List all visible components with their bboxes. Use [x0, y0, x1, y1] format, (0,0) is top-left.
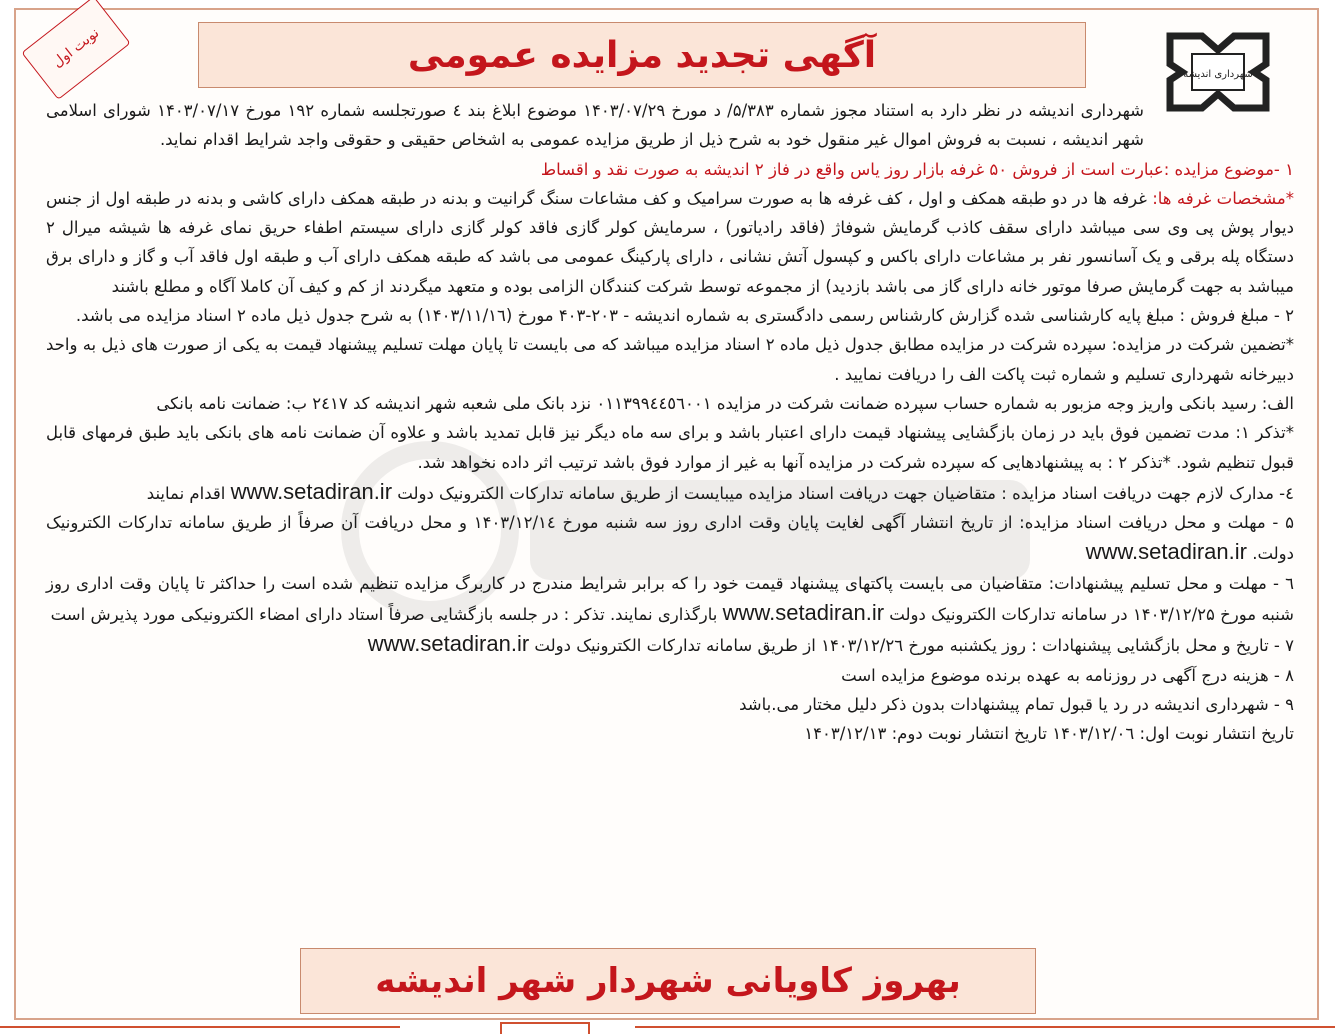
item-5-text: ۵ - مهلت و محل دریافت اسناد مزایده: از تاریخ انتشار آگهی لغایت پایان وقت اداری روز سه شنبه مورخ ۱۴۰۳/۱۲/۱٤ و محل دریافت آن صرفاً از طریق سامانه تدارکات الکترونیک دولت.: [46, 513, 1295, 564]
setadiran-link-6[interactable]: www.setadiran.ir: [722, 600, 885, 626]
item-2: ۲ - مبلغ فروش : مبلغ پایه کارشناسی شده گزارش کارشناس رسمی دادگستری به شماره اندیشه - ۲۰۳-۴۰۳ مورخ (۱۴۰۳/۱۱/۱٦) به شرح جدول ذیل ماده ۲ اسناد مزایده می باشد.: [75, 306, 1294, 326]
stamp-text: نوبت اول: [49, 25, 103, 71]
logo-text: شهرداری اندیشه: [1183, 69, 1253, 80]
bank-deposit-paragraph: الف: رسید بانکی واریز وجه مزبور به شماره حساب سپرده ضمانت شرکت در مزایده ۰۱۱۳۹۹٤٤٥٦۰۰۱ نزد بانک ملی شعبه شهر اندیشه کد ۲٤۱۷ ب: ضمانت نامه بانکی: [156, 393, 1294, 413]
item-6-text-a: ٦ - مهلت و محل تسلیم پیشنهادات: متقاضیان می بایست پاکتهای پیشنهاد قیمت خود را که برابر شرایط مندرج در کاربرگ مزایده تنظیم شده است را حداکثر تا پایان وقت اداری روز شنبه مورخ ۱۴۰۳/۱۲/۲۵ در سامانه تدارکات الکترونیک دولت: [46, 573, 1294, 625]
setadiran-link-5[interactable]: www.setadiran.ir: [1085, 539, 1247, 565]
specs-paragraph: [46, 184, 1294, 301]
intro-paragraph: شهرداری اندیشه در نظر دارد به استناد مجوز شماره ۵/۳۸۳/ د مورخ ۱۴۰۳/۰۷/۲۹ موضوع ابلاغ بند ٤ صورتجلسه شماره ۱۹۲ مورخ ۱۴۰۳/۰۷/۱۷ شورای اسلامی شهر اندیشه ، نسبت به فروش اموال غیر منقول خود به شرح ذیل از طریق مزایده عمومی به اشخاص حقیقی و حقوقی واجد شرایط اقدام نماید.: [46, 101, 1145, 150]
ad-body: [46, 96, 1294, 749]
item-7-text: ۷ - تاریخ و محل بازگشایی پیشنهادات : روز یکشنبه مورخ ۱۴۰۳/۱۲/۲٦ از طریق سامانه تدارکات الکترونیک دولت: [534, 636, 1294, 656]
mayor-signature: بهروز کاویانی شهردار شهر اندیشه: [375, 961, 961, 1001]
bottom-rule-stub: [500, 1022, 590, 1034]
item-8: ۸ - هزینه درج آگهی در روزنامه به عهده برنده موضوع مزایده است: [841, 665, 1294, 685]
guarantee-paragraph: *تضمین شرکت در مزایده: سپرده شرکت در مزایده مطابق جدول ذیل ماده ۲ اسناد مزایده میباشد که می بایست تا پایان مهلت تسلیم پیشنهاد قیمت به یکی از صورت های ذیل به واحد دبیرخانه شهرداری تسلیم و شماره ثبت پاکت الف را دریافت نمایید .: [46, 335, 1294, 384]
publication-dates: تاریخ انتشار نوبت اول: ۱۴۰۳/۱۲/۰٦ تاریخ انتشار نوبت دوم: ۱۴۰۳/۱۲/۱۳: [804, 724, 1294, 744]
item-6: [46, 569, 1294, 630]
specs-text: غرفه ها در دو طبقه همکف و اول ، کف غرفه ها به صورت سرامیک و کف مشاعات سنگ گرانیت و بدنه در طبقه همکف دارای کاشی و بدنه در طبقه اول از جنس دیوار پوش پی وی سی میباشد دارای سقف کاذب گرمایش شوفاژ (فاقد رادیاتور) ، سرمایش کولر گازی فاقد کولر گازی دارای سیستم اطفاء حریق نمای غرفه ها شیشه میرال ۲ دستگاه پله برقی و یک آسانسور نفر بر مشاعات دارای باکس و کپسول آتش نشانی ، دارای پارکینگ عمومی می باشد که طبقه همکف دارای آب و طبقه اول فاقد آب و گاز و دارای برق میباشد به جهت گرمایش صرفا موتور خانه دارای گاز می باشد بازدید) از مجموعه توسط شرکت کنندگان الزامی بوده و متعهد میگردند از کم و کیف آن کاملا آگاه و مطلع باشند: [46, 188, 1294, 296]
item-1: ۱ -موضوع مزایده :عبارت است از فروش ۵۰ غرفه بازار روز یاس واقع در فاز ۲ اندیشه به صورت نقد و اقساط: [540, 159, 1294, 179]
note-paragraph: *تذکر ۱: مدت تضمین فوق باید در زمان بازگشایی پیشنهاد قیمت دارای اعتبار باشد و برای سه ماه دیگر نیز قابل تمدید باشد و علاوه آن ضمانت نامه های بانکی باید طبق فرمهای قابل قبول تنظیم شود. *تذکر ۲ : به پیشنهادهایی که سپرده شرکت در مزایده آنها به غیر از موارد فوق باشد ترتیب اثر داده نخواهد شد.: [46, 423, 1294, 472]
item-4: [46, 477, 1294, 508]
bottom-rule-left: [0, 1026, 400, 1028]
signature-banner: [300, 948, 1036, 1014]
bottom-rule-right: [635, 1026, 1335, 1028]
item-4-end: اقدام نمایند: [146, 483, 231, 503]
title-banner: [198, 22, 1086, 88]
setadiran-link-4[interactable]: www.setadiran.ir: [230, 478, 393, 504]
item-4-text: ٤- مدارک لازم جهت دریافت اسناد مزایده : متقاضیان جهت دریافت اسناد مزایده میبایست از طریق سامانه تدارکات الکترونیک دولت: [397, 483, 1294, 503]
item-7: [46, 629, 1294, 660]
item-9: ۹ - شهرداری اندیشه در رد یا قبول تمام پیشنهادات بدون ذکر دلیل مختار می.باشد: [739, 694, 1294, 714]
ad-title: آگهی تجدید مزایده عمومی: [407, 34, 877, 76]
setadiran-link-7[interactable]: www.setadiran.ir: [367, 631, 530, 657]
specs-label: *مشخصات غرفه ها:: [1152, 188, 1294, 208]
item-5: [46, 508, 1294, 569]
item-6-text-b: بارگذاری نمایند. تذکر : در جلسه بازگشایی صرفاً استاد دارای امضاء الکترونیکی مورد پذیرش است: [50, 605, 723, 625]
